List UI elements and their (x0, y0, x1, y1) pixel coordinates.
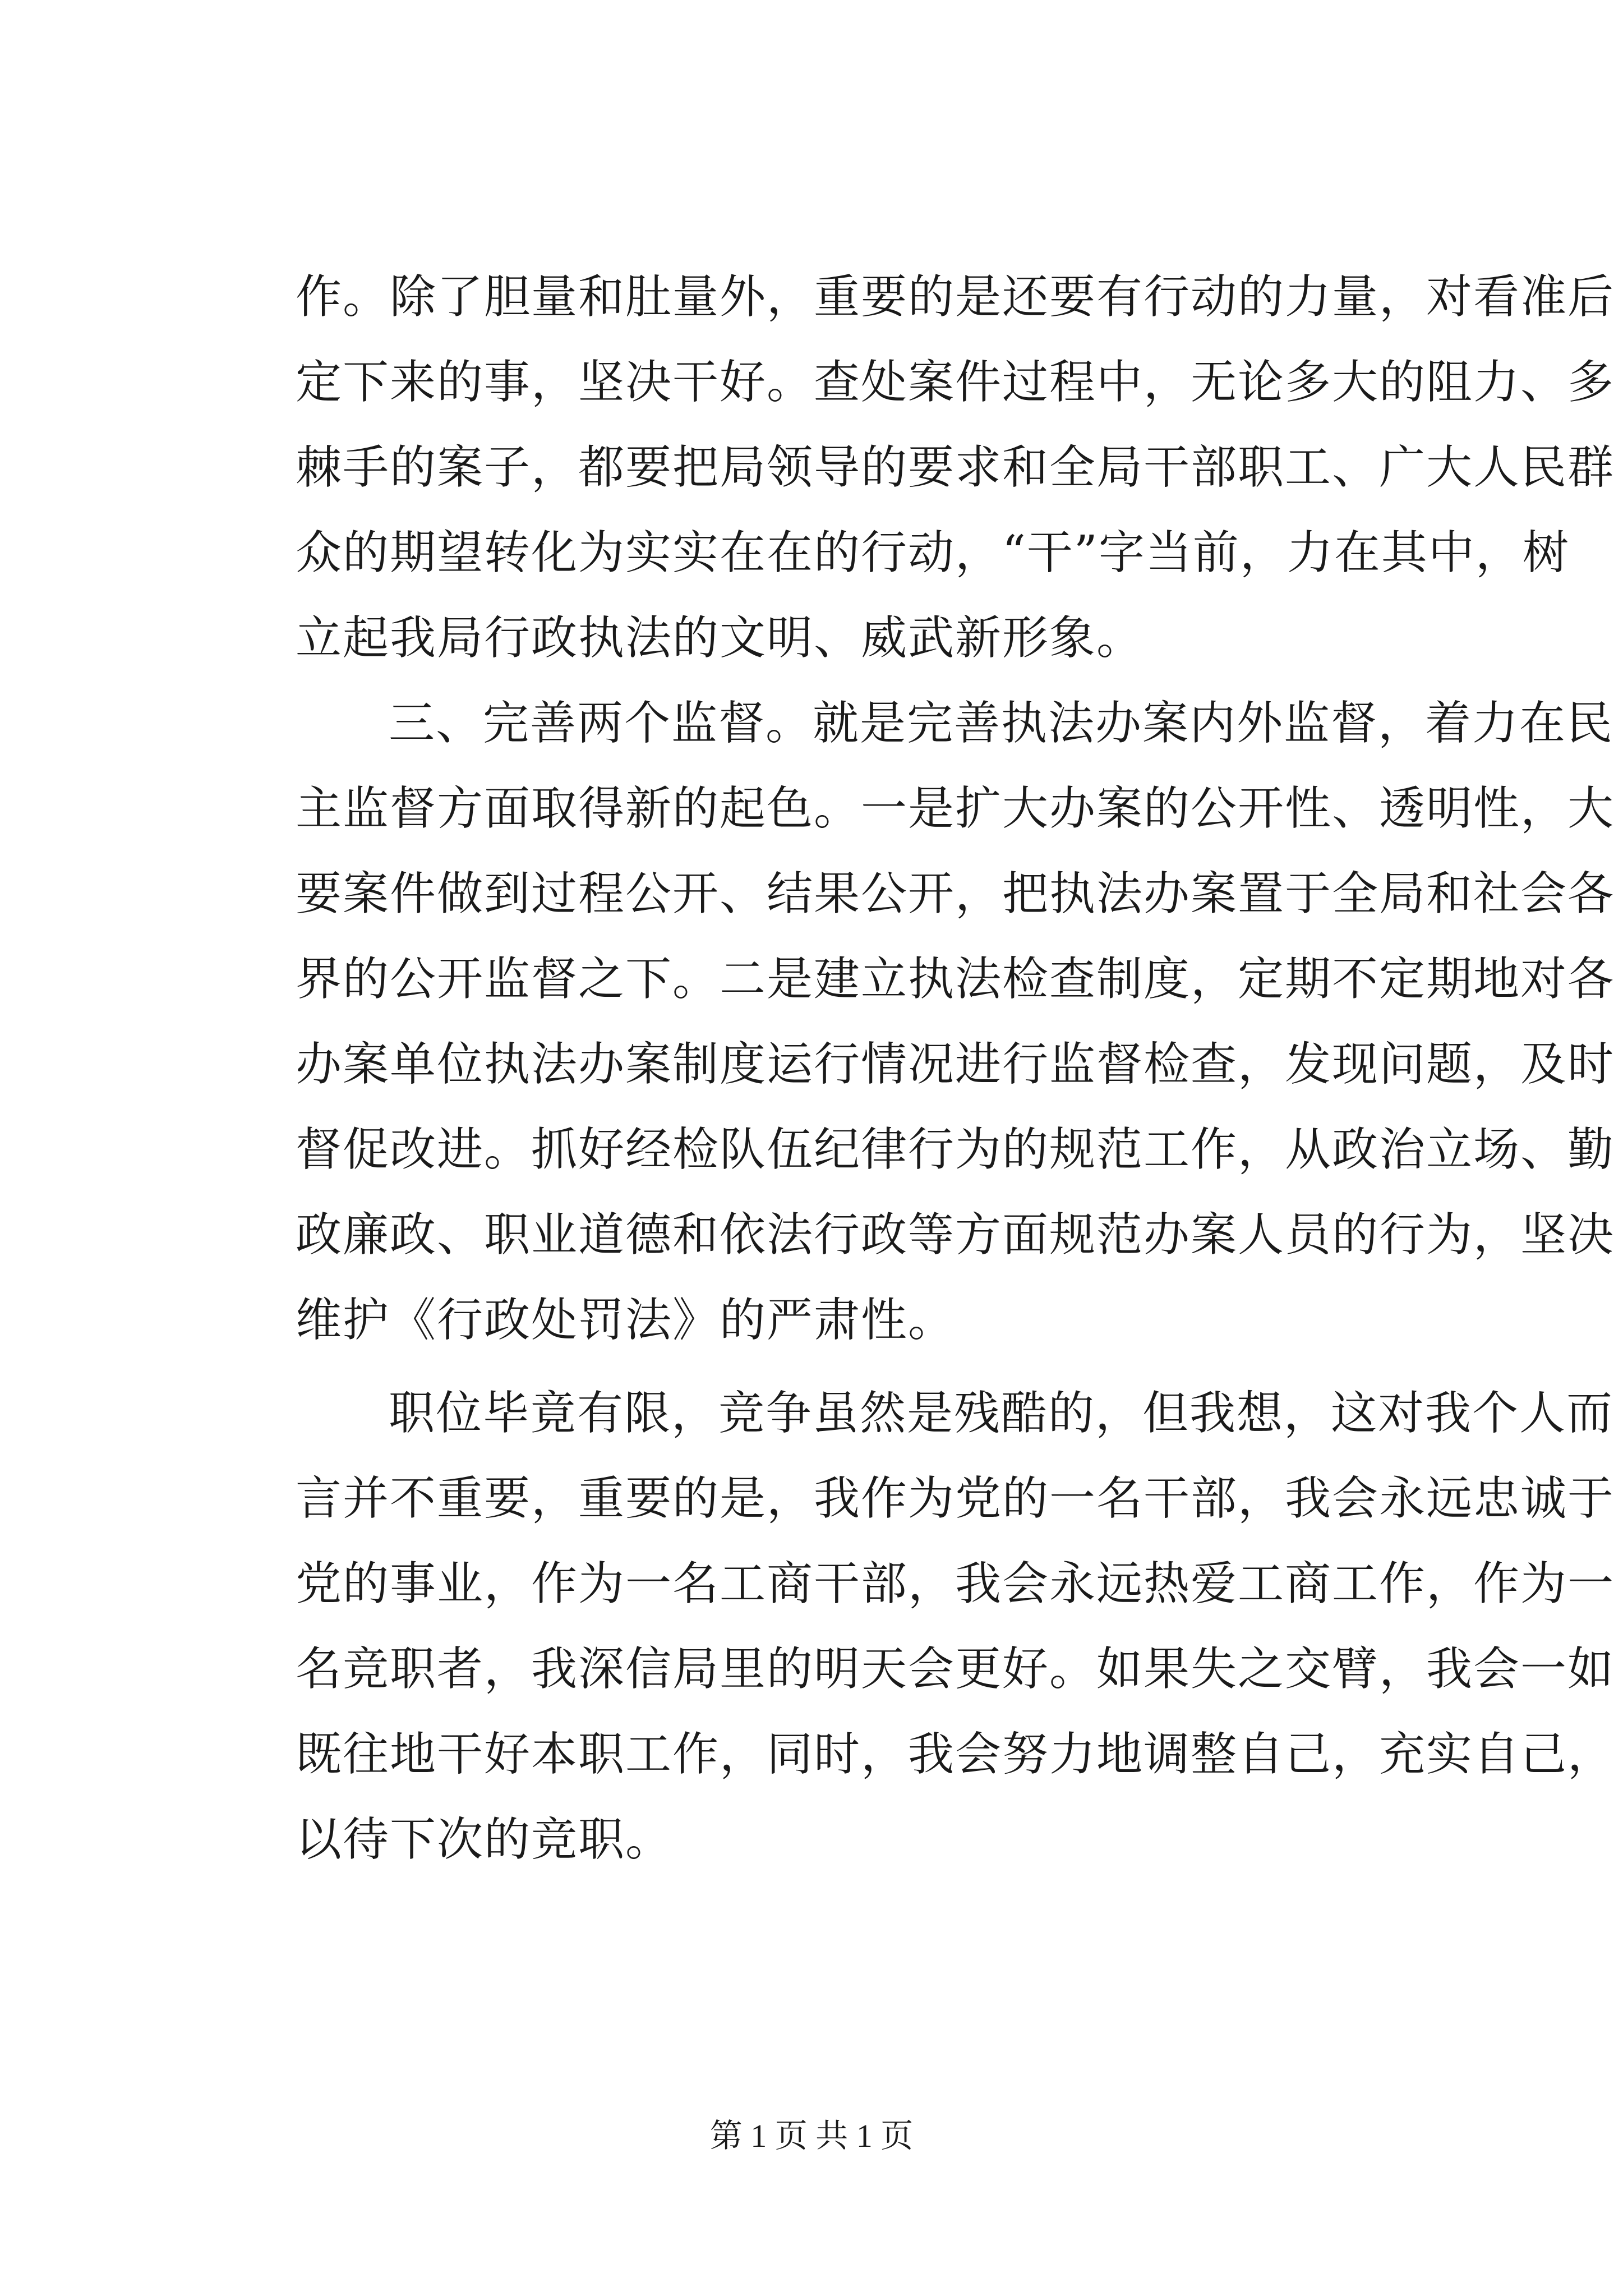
text-line: 维护《行政处罚法》的严肃性。 (296, 1294, 956, 1347)
text-line: 名竞职者，我深信局里的明天会更好。如果失之交臂，我会一如 (296, 1642, 1615, 1696)
text-line: 棘手的案子，都要把局领导的要求和全局干部职工、广大人民群 (296, 441, 1615, 494)
page-number-footer: 第 1 页 共 1 页 (709, 2118, 914, 2154)
paragraph-first-line: 三、完善两个监督。就是完善执法办案内外监督，着力在民 (389, 697, 1614, 750)
text-line: 以待下次的竞职。 (296, 1813, 673, 1866)
text-line: 党的事业，作为一名工商干部，我会永远热爱工商工作，作为一 (296, 1557, 1615, 1611)
text-line: 立起我局行政执法的文明、威武新形象。 (296, 611, 1144, 665)
text-line: 办案单位执法办案制度运行情况进行监督检查，发现问题，及时 (296, 1038, 1615, 1091)
text-line: 政廉政、职业道德和依法行政等方面规范办案人员的行为，坚决 (296, 1208, 1615, 1262)
text-line: 言并不重要，重要的是，我作为党的一名干部，我会永远忠诚于 (296, 1472, 1615, 1525)
text-line: 界的公开监督之下。二是建立执法检查制度，定期不定期地对各 (296, 953, 1615, 1006)
text-line: 要案件做到过程公开、结果公开，把执法办案置于全局和社会各 (296, 867, 1615, 921)
text-line: 众的期望转化为实实在在的行动，“干”字当前，力在其中，树 (296, 526, 1570, 579)
text-line: 既往地干好本职工作，同时，我会努力地调整自己，充实自己， (296, 1728, 1615, 1781)
text-line: 作。除了胆量和肚量外，重要的是还要有行动的力量，对看准后 (296, 270, 1615, 324)
text-line: 督促改进。抓好经检队伍纪律行为的规范工作，从政治立场、勤 (296, 1123, 1615, 1176)
paragraph-first-line: 职位毕竟有限，竞争虽然是残酷的，但我想，这对我个人而 (389, 1387, 1614, 1440)
text-line: 定下来的事，坚决干好。查处案件过程中，无论多大的阻力、多 (296, 356, 1615, 409)
text-line: 主监督方面取得新的起色。一是扩大办案的公开性、透明性，大 (296, 782, 1615, 835)
